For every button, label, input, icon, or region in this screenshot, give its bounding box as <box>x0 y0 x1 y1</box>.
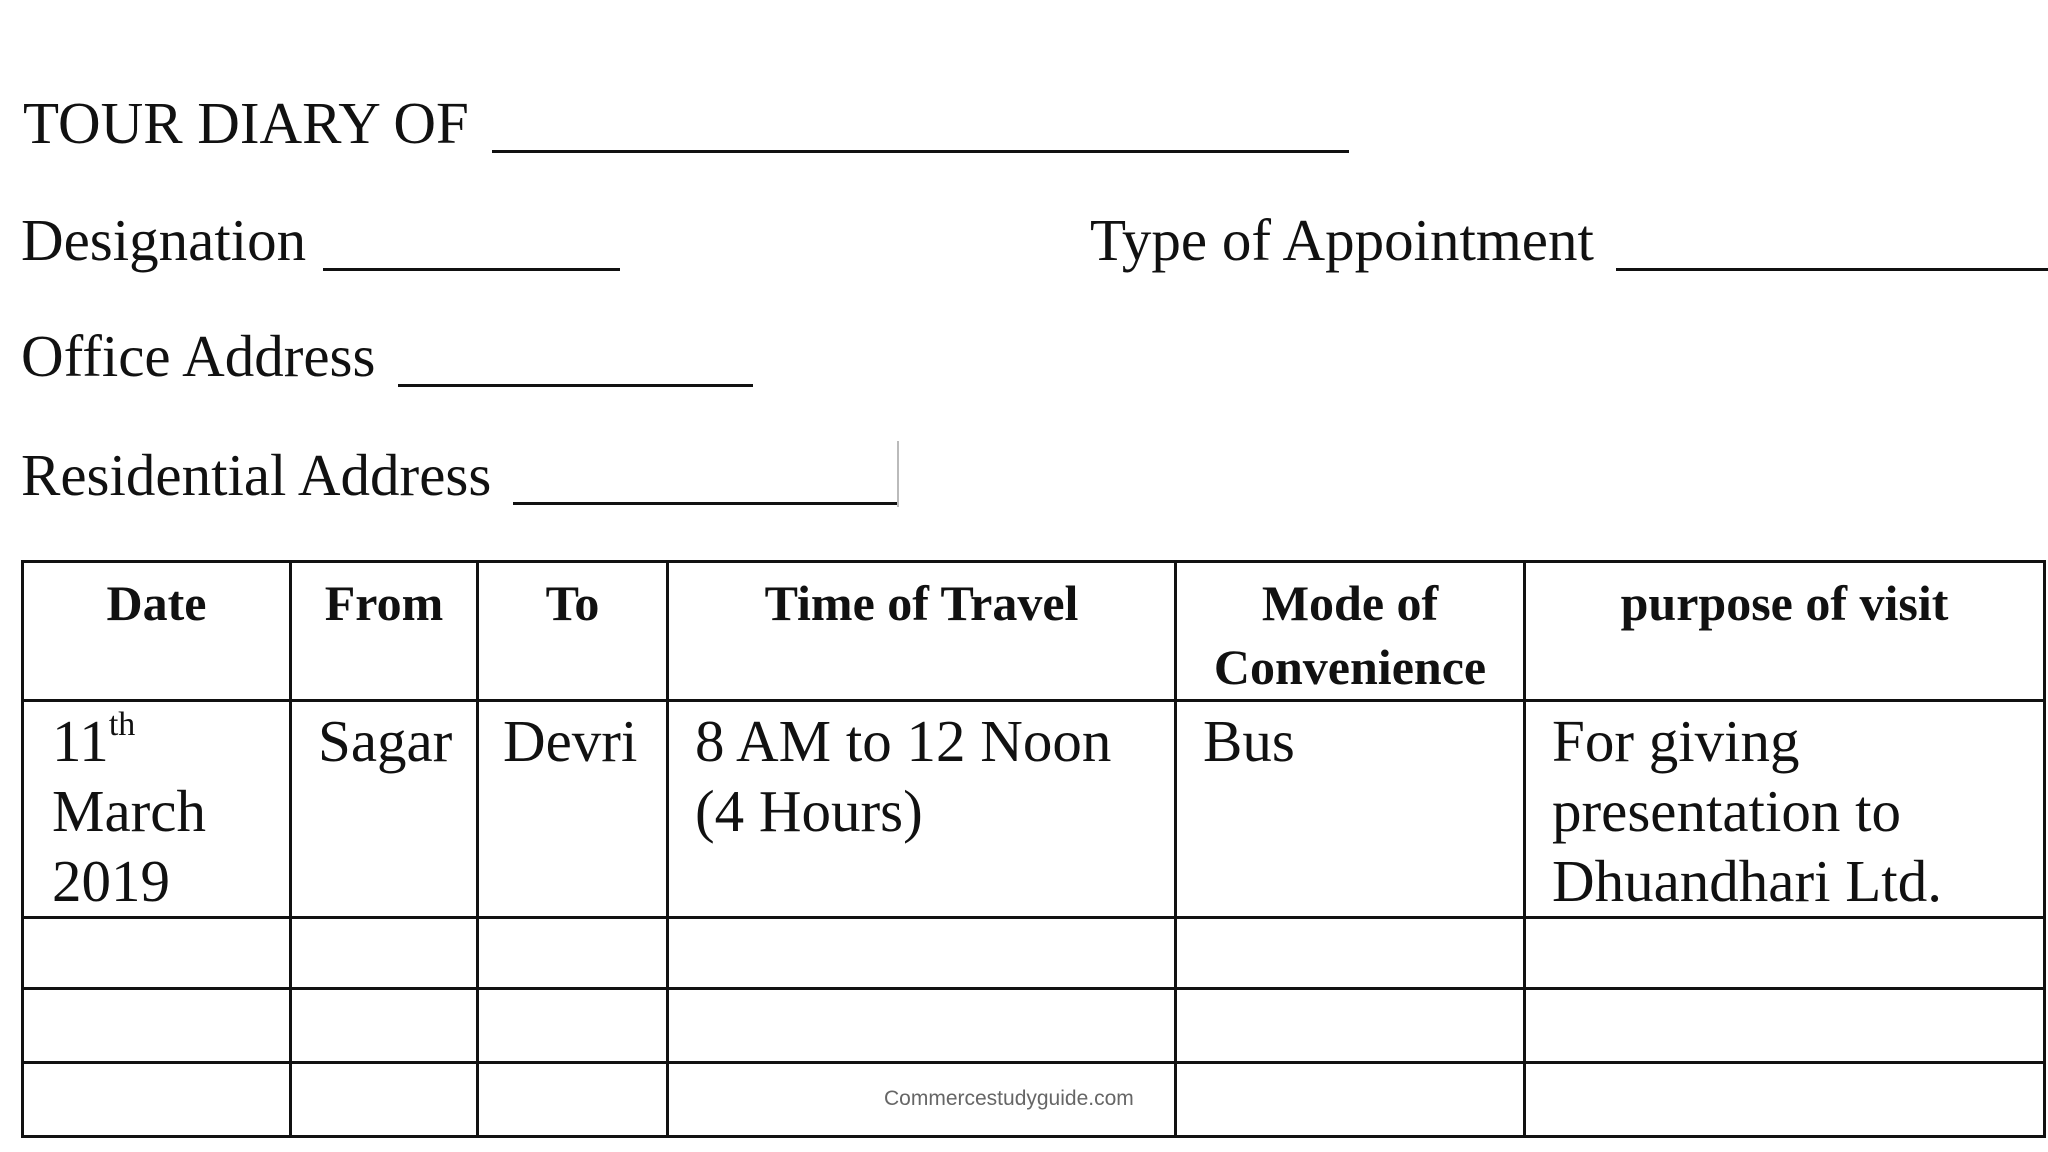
empty-cell[interactable] <box>1176 989 1525 1063</box>
tour-diary-title: TOUR DIARY OF <box>23 90 469 156</box>
empty-cell[interactable] <box>1176 1063 1525 1137</box>
column-header-to: To <box>478 562 668 701</box>
appointment-type-label: Type of Appointment <box>1090 207 1594 273</box>
column-header-purpose-of-visit: purpose of visit <box>1525 562 2045 701</box>
empty-cell[interactable] <box>478 1063 668 1137</box>
watermark-text: Commercestudyguide.com <box>884 1087 1134 1110</box>
table-row <box>23 701 2045 918</box>
empty-cell[interactable] <box>23 918 291 989</box>
empty-cell[interactable] <box>478 918 668 989</box>
time-of-travel-cell: 8 AM to 12 Noon (4 Hours) <box>668 701 1176 918</box>
empty-cell[interactable] <box>291 1063 478 1137</box>
column-header-mode-of-convenience: Mode of Convenience <box>1176 562 1525 701</box>
column-header-time-of-travel: Time of Travel <box>668 562 1176 701</box>
designation-label: Designation <box>21 207 307 273</box>
tour-diary-name-blank[interactable] <box>492 150 1349 153</box>
empty-cell[interactable] <box>1525 989 2045 1063</box>
cursor-divider <box>897 441 899 507</box>
appointment-type-blank[interactable] <box>1616 268 2048 271</box>
designation-blank[interactable] <box>323 268 620 271</box>
residential-address-blank[interactable] <box>513 502 898 505</box>
column-header-from: From <box>291 562 478 701</box>
empty-cell[interactable] <box>23 1063 291 1137</box>
from-cell: Sagar <box>291 701 478 918</box>
empty-cell[interactable] <box>1525 1063 2045 1137</box>
empty-cell[interactable] <box>1525 918 2045 989</box>
column-header-date: Date <box>23 562 291 701</box>
purpose-of-visit-cell: For giving presentation to Dhuandhari Ltd. <box>1525 701 2045 918</box>
table-row-empty <box>23 989 2045 1063</box>
empty-cell[interactable] <box>668 989 1176 1063</box>
office-address-blank[interactable] <box>398 384 753 387</box>
mode-of-convenience-cell: Bus <box>1176 701 1525 918</box>
empty-cell[interactable] <box>23 989 291 1063</box>
date-month-year: March 2019 <box>52 778 206 914</box>
table-header-row <box>23 562 2045 701</box>
empty-cell[interactable] <box>291 989 478 1063</box>
date-suffix: th <box>108 706 136 743</box>
office-address-label: Office Address <box>21 323 376 389</box>
empty-cell[interactable] <box>668 918 1176 989</box>
to-cell: Devri <box>478 701 668 918</box>
residential-address-label: Residential Address <box>21 442 492 508</box>
table-row-empty <box>23 918 2045 989</box>
empty-cell[interactable] <box>291 918 478 989</box>
date-day: 11 <box>52 708 109 774</box>
tour-diary-table <box>21 560 2046 1138</box>
empty-cell[interactable] <box>478 989 668 1063</box>
empty-cell[interactable] <box>1176 918 1525 989</box>
date-cell <box>23 701 291 918</box>
